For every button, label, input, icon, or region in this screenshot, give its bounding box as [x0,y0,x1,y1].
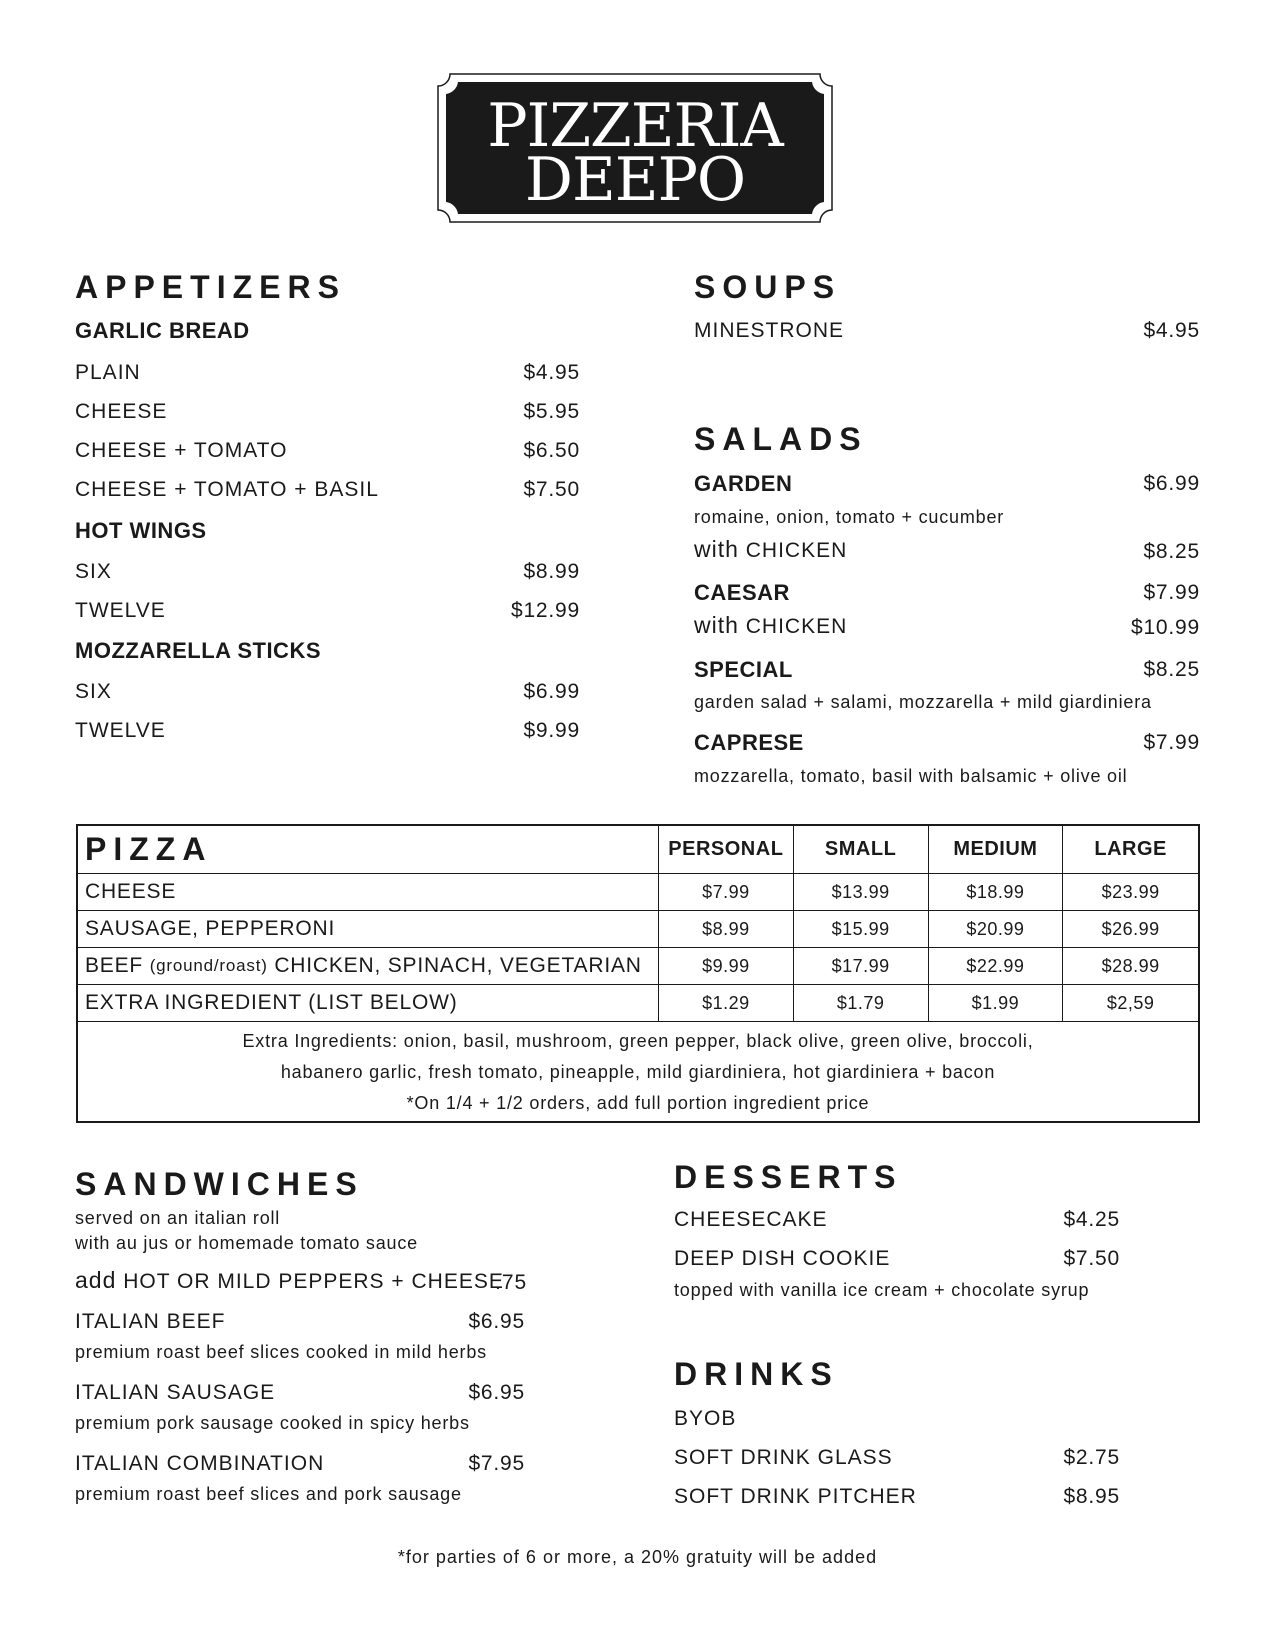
pizza-row-name [78,948,659,984]
pizza-price-personal: $7.99 [659,874,794,910]
pizza-row-name: CHEESE [78,874,659,910]
menu-item-name: TWELVE [75,599,166,622]
extra-ingredients-line: Extra Ingredients: onion, basil, mushroom, green pepper, black olive, green olive, broccoli, [242,1031,1034,1051]
menu-item-name: CHEESE + TOMATO + BASIL [75,478,379,501]
pizza-price-small: $17.99 [794,948,929,984]
menu-item-description: premium roast beef slices cooked in mild herbs [75,1342,487,1362]
appetizers-heading: APPETIZERS [75,269,346,305]
menu-item-description: topped with vanilla ice cream + chocolate syrup [674,1280,1090,1300]
sandwich-add-on [75,1269,504,1292]
menu-item-name: DEEP DISH COOKIE [674,1247,891,1270]
menu-item-price: $6.50 [523,439,580,462]
pizza-price-medium: $1.99 [929,985,1064,1021]
mozzarella-sticks-subheading: MOZZARELLA STICKS [75,638,321,663]
salad-caprese-description: mozzarella, tomato, basil with balsamic + olive oil [694,766,1128,786]
menu-item-name: CHEESE [75,400,168,423]
menu-item-name: MINESTRONE [694,319,845,342]
salad-garden-price: $6.99 [1143,472,1200,495]
salad-garden-description: romaine, onion, tomato + cucumber [694,507,1005,527]
menu-item-name: TWELVE [75,719,166,742]
garlic-bread-subheading: GARLIC BREAD [75,318,250,343]
pizza-price-small: $1.79 [794,985,929,1021]
size-personal-header: PERSONAL [659,826,794,873]
pizza-price-small: $13.99 [794,874,929,910]
pizza-row-name: SAUSAGE, PEPPERONI [78,911,659,947]
pizza-header-row [78,826,1198,874]
add-on-text: HOT OR MILD PEPPERS + CHEESE [123,1270,504,1293]
menu-item-description: premium pork sausage cooked in spicy herbs [75,1413,470,1433]
menu-item-name: PLAIN [75,361,141,384]
with-item: CHICKEN [745,615,848,638]
salads-heading: SALADS [694,421,868,457]
pizza-row [78,911,1198,948]
pizza-price-small: $15.99 [794,911,929,947]
salad-garden-with-price: $8.25 [1143,540,1200,563]
salad-special-price: $8.25 [1143,658,1200,681]
menu-item-name: CHEESECAKE [674,1208,828,1231]
menu-item-name: BYOB [674,1407,737,1430]
pizza-row-name-note: (ground/roast) [149,956,268,975]
logo-line-1: PIZZERIA [487,91,783,161]
soups-heading: SOUPS [694,269,842,305]
sandwiches-heading: SANDWICHES [75,1166,364,1202]
menu-item-price: $4.95 [1143,319,1200,342]
pizza-price-medium: $22.99 [929,948,1064,984]
menu-item-description: premium roast beef slices and pork sausage [75,1484,462,1504]
menu-item-price: $7.50 [1063,1247,1120,1270]
pizza-price-table [76,824,1200,1123]
pizza-row-name: EXTRA INGREDIENT (LIST BELOW) [78,985,659,1021]
salad-caesar-price: $7.99 [1143,581,1200,604]
pizza-row-name-part: BEEF [85,954,144,977]
menu-item-name: SIX [75,560,112,583]
salad-caprese-name: CAPRESE [694,730,804,755]
menu-item-price: $8.99 [523,560,580,583]
menu-item-name: SIX [75,680,112,703]
salad-special-name: SPECIAL [694,657,793,682]
pizza-price-large: $2,59 [1106,992,1155,1013]
pizza-price-large: $26.99 [1101,918,1160,939]
salad-caesar-with-chicken [694,614,847,637]
menu-item-price: $5.95 [523,400,580,423]
menu-item-name: ITALIAN SAUSAGE [75,1381,276,1404]
salad-garden-with-chicken [694,538,847,561]
salad-garden-name: GARDEN [694,471,793,496]
menu-item-price: $6.99 [523,680,580,703]
pizza-price-medium: $18.99 [929,874,1064,910]
sandwiches-served-note: served on an italian roll [75,1208,281,1228]
menu-item-name: SOFT DRINK GLASS [674,1446,893,1469]
add-label: add [75,1267,117,1293]
menu-item-price: $4.95 [523,361,580,384]
logo-line-2: DEEPO [524,145,746,215]
menu-item-price: $4.25 [1063,1208,1120,1231]
menu-item-price: $2.75 [1063,1446,1120,1469]
sandwiches-served-note: with au jus or homemade tomato sauce [75,1233,418,1253]
pizza-row [78,948,1198,985]
with-label: with [694,536,739,562]
menu-item-price: $9.99 [523,719,580,742]
restaurant-logo [436,72,834,224]
gratuity-footnote: *for parties of 6 or more, a 20% gratuity will be added [397,1547,878,1567]
with-item: CHICKEN [745,539,848,562]
add-on-price: .75 [495,1271,528,1294]
size-medium-header: MEDIUM [929,826,1064,873]
menu-item-price: $8.95 [1063,1485,1120,1508]
pizza-price-personal: $9.99 [659,948,794,984]
pizza-row [78,985,1198,1022]
salad-caprese-price: $7.99 [1143,731,1200,754]
menu-item-price: $6.95 [468,1381,525,1404]
pizza-price-personal: $1.29 [659,985,794,1021]
menu-item-name: ITALIAN COMBINATION [75,1452,325,1475]
pizza-heading: PIZZA [78,826,659,873]
size-large-header: LARGE [1094,838,1167,860]
pizza-row [78,874,1198,911]
salad-caesar-name: CAESAR [694,580,790,605]
menu-item-name: ITALIAN BEEF [75,1310,226,1333]
menu-item-name: CHEESE + TOMATO [75,439,288,462]
menu-item-price: $12.99 [510,599,580,622]
extra-ingredients-line: habanero garlic, fresh tomato, pineapple, mild giardiniera, hot giardiniera + bacon [280,1062,996,1082]
hot-wings-subheading: HOT WINGS [75,518,207,543]
partial-order-note: *On 1/4 + 1/2 orders, add full portion ingredient price [406,1093,870,1113]
salad-special-description: garden salad + salami, mozzarella + mild giardiniera [694,692,1152,712]
pizza-price-large: $28.99 [1101,955,1160,976]
menu-item-price: $7.50 [523,478,580,501]
desserts-heading: DESSERTS [674,1159,903,1195]
pizza-price-personal: $8.99 [659,911,794,947]
with-label: with [694,612,739,638]
menu-item-price: $6.95 [468,1310,525,1333]
pizza-row-name-part: CHICKEN, SPINACH, VEGETARIAN [274,954,642,977]
drinks-heading: DRINKS [674,1356,839,1392]
menu-item-name: SOFT DRINK PITCHER [674,1485,917,1508]
menu-item-price: $7.95 [468,1452,525,1475]
pizza-price-large: $23.99 [1101,881,1160,902]
size-small-header: SMALL [794,826,929,873]
pizza-price-medium: $20.99 [929,911,1064,947]
salad-caesar-with-price: $10.99 [1130,616,1200,639]
pizza-notes [78,1022,1198,1121]
